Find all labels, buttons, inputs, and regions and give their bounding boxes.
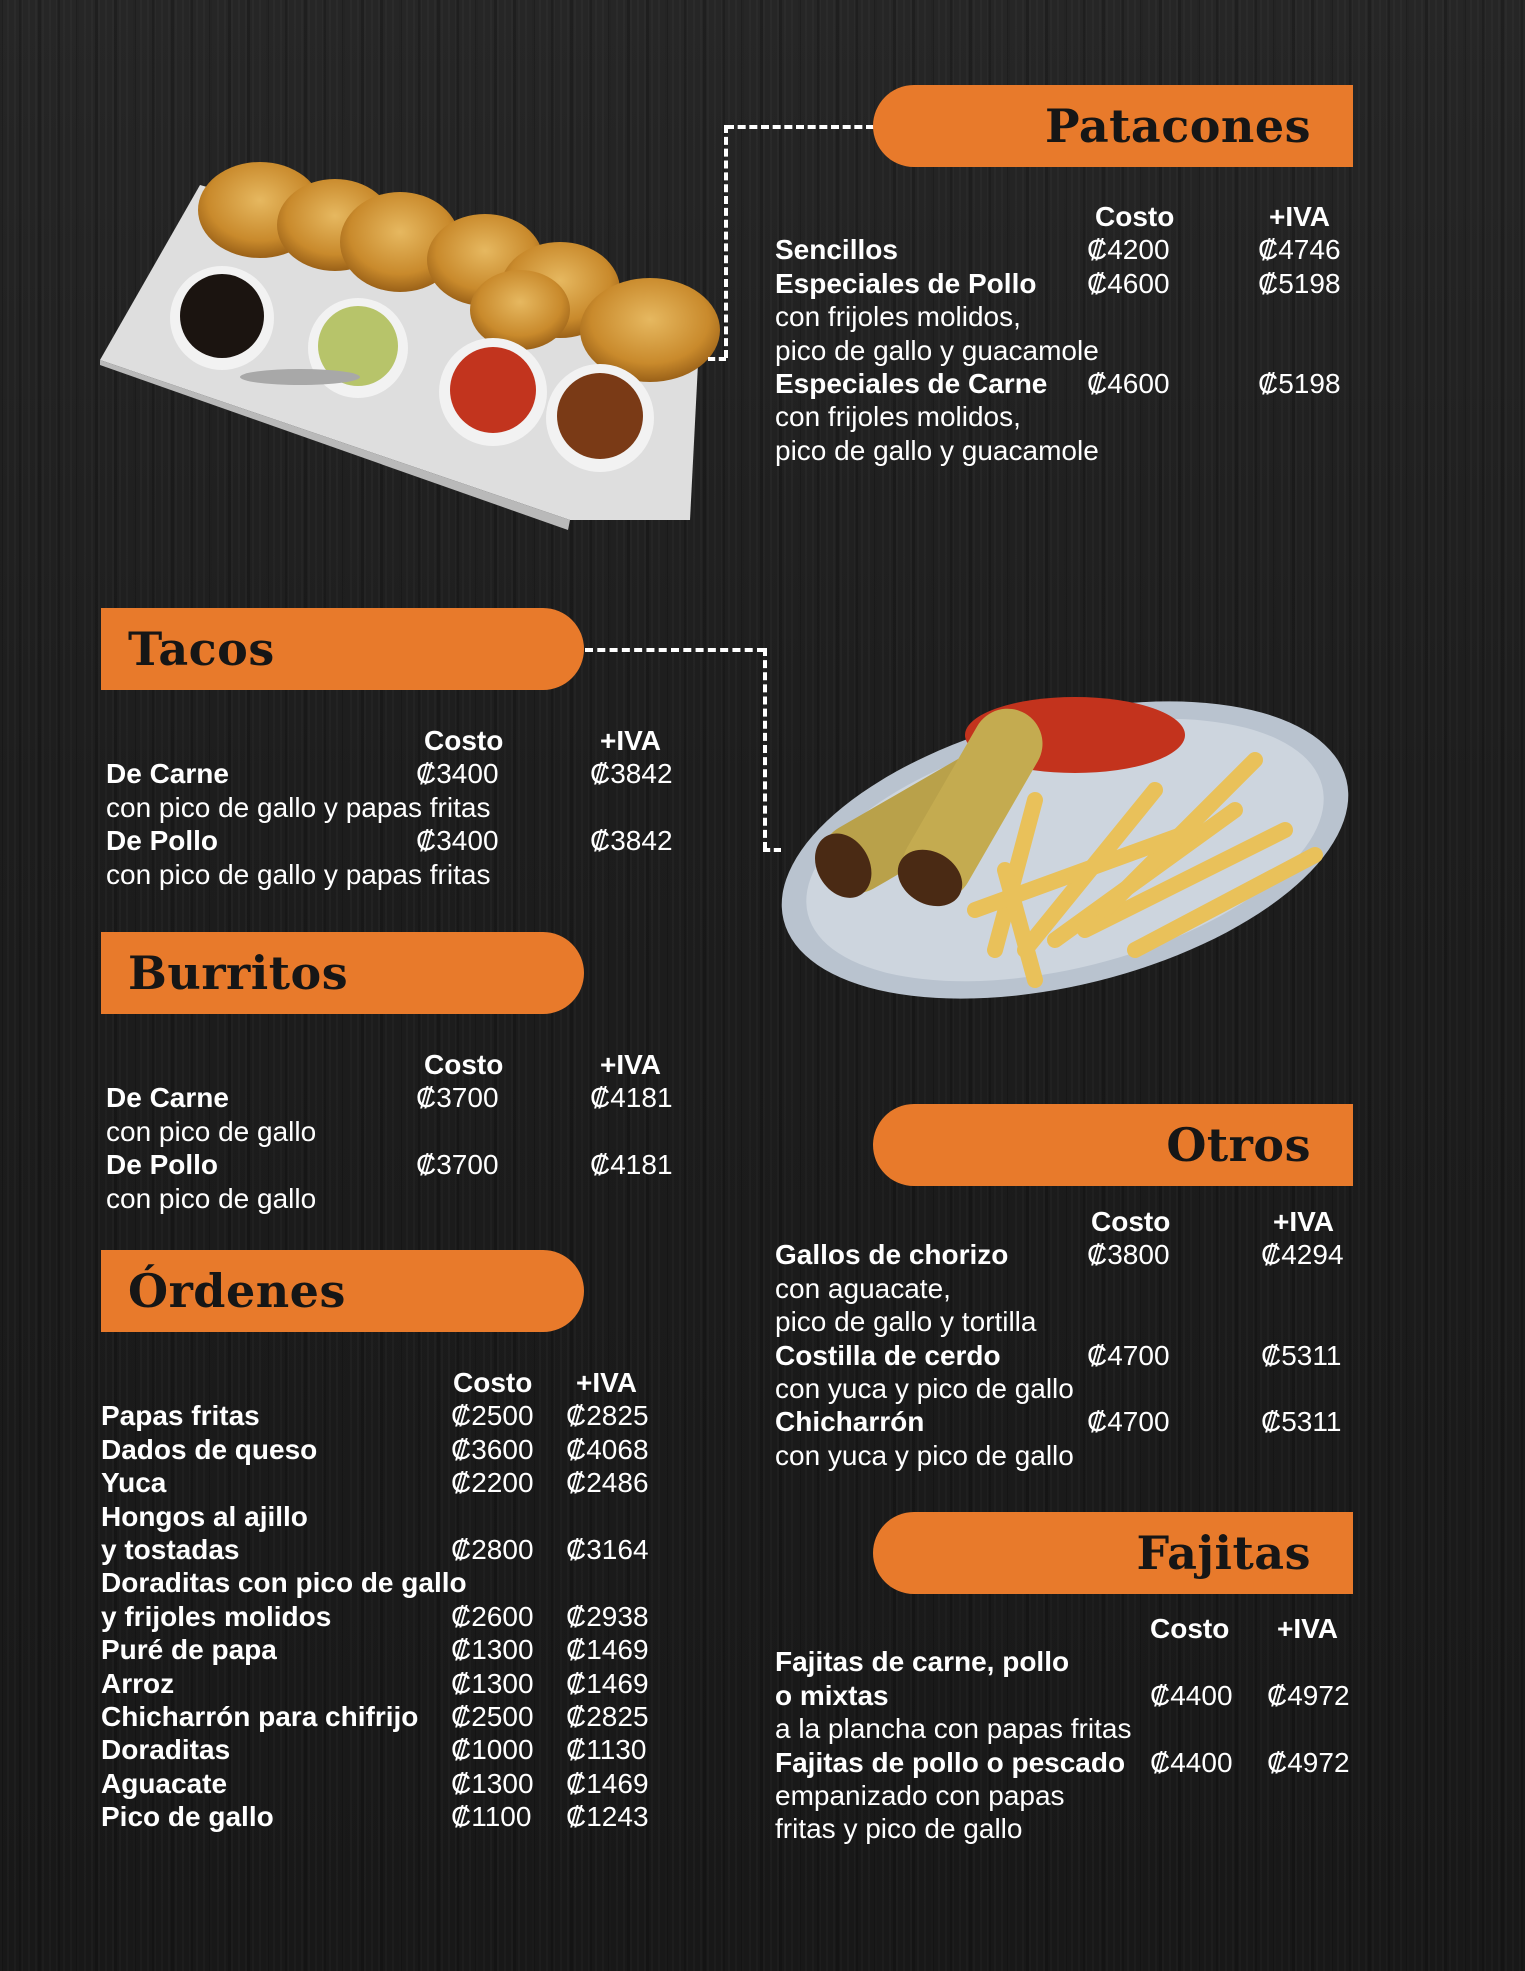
description-text: con pico de gallo y papas fritas [106, 791, 491, 823]
tacos-with-fries-photo [775, 680, 1355, 1005]
item-cost: ₡1100 [451, 1801, 532, 1833]
description-text: con pico de gallo [106, 1182, 317, 1214]
item-price-with-iva: ₡5198 [1258, 367, 1341, 399]
item-name: Costilla de cerdo [775, 1339, 1001, 1371]
cost-header: Costo [1150, 1613, 1230, 1644]
item-cost: ₡4200 [1087, 234, 1170, 266]
item-price-with-iva: ₡2938 [566, 1600, 649, 1632]
iva-header: +IVA [1273, 1206, 1334, 1237]
item-cost: ₡4600 [1087, 267, 1170, 299]
description-text: con aguacate, [775, 1272, 951, 1304]
iva-header: +IVA [1269, 201, 1330, 232]
item-name: Doraditas con pico de gallo [101, 1567, 467, 1599]
description-text: a la plancha con papas fritas [775, 1713, 1132, 1745]
item-price-with-iva: ₡4181 [590, 1082, 673, 1114]
item-cost: ₡4400 [1150, 1746, 1233, 1778]
item-name: De Pollo [106, 1149, 219, 1181]
item-cost: ₡2200 [451, 1467, 534, 1499]
item-price-with-iva: ₡1469 [566, 1767, 649, 1799]
banner-patacones: Patacones [873, 85, 1353, 167]
item-cost: ₡1300 [451, 1667, 534, 1699]
item-name: Pico de gallo [101, 1801, 274, 1833]
item-cost: ₡2500 [451, 1400, 534, 1432]
patacones-platter-photo [100, 150, 730, 530]
cost-header: Costo [453, 1367, 533, 1398]
item-price-with-iva: ₡3842 [590, 825, 673, 857]
item-cost: ₡4700 [1087, 1406, 1170, 1438]
banner-fajitas: Fajitas [873, 1512, 1353, 1594]
cost-header: Costo [424, 1049, 504, 1080]
item-cost: ₡4400 [1150, 1679, 1233, 1711]
iva-header: +IVA [576, 1367, 637, 1398]
item-price-with-iva: ₡5311 [1261, 1339, 1342, 1371]
item-name: De Pollo [106, 825, 219, 857]
description-text: pico de gallo y guacamole [775, 334, 1099, 366]
banner-burritos: Burritos [101, 932, 584, 1014]
item-name: Papas fritas [101, 1400, 260, 1432]
item-price-with-iva: ₡4294 [1261, 1239, 1344, 1271]
item-name: Puré de papa [101, 1634, 277, 1666]
connector-patacones-v [724, 125, 728, 358]
item-price-with-iva: ₡1243 [566, 1801, 649, 1833]
item-cost: ₡3800 [1087, 1239, 1170, 1271]
item-name: Fajitas de pollo o pescado [775, 1746, 1126, 1778]
item-price-with-iva: ₡1469 [566, 1634, 649, 1666]
item-name: Hongos al ajillo [101, 1500, 308, 1532]
item-price-with-iva: ₡4181 [590, 1149, 673, 1181]
item-cost: ₡1300 [451, 1634, 534, 1666]
item-cost: ₡3700 [416, 1149, 499, 1181]
item-name: Gallos de chorizo [775, 1239, 1009, 1271]
item-name: Yuca [101, 1467, 167, 1499]
description-text: pico de gallo y guacamole [775, 434, 1099, 466]
item-cost: ₡3600 [451, 1433, 534, 1465]
item-cost: ₡3700 [416, 1082, 499, 1114]
iva-header: +IVA [600, 725, 661, 756]
item-cost: ₡4600 [1087, 367, 1170, 399]
item-price-with-iva: ₡3164 [566, 1533, 649, 1565]
connector-tacos-h [585, 648, 765, 652]
cost-header: Costo [1091, 1206, 1171, 1237]
connector-patacones-h [726, 125, 874, 129]
item-price-with-iva: ₡4972 [1267, 1679, 1350, 1711]
item-cost: ₡3400 [416, 825, 499, 857]
item-price-with-iva: ₡4746 [1258, 234, 1341, 266]
description-text: con yuca y pico de gallo [775, 1372, 1074, 1404]
item-name: Arroz [101, 1667, 175, 1699]
iva-header: +IVA [600, 1049, 661, 1080]
item-price-with-iva: ₡3842 [590, 758, 673, 790]
item-name: Doraditas [101, 1734, 231, 1766]
connector-tacos-v [763, 648, 767, 850]
banner-tacos: Tacos [101, 608, 584, 690]
description-text: con frijoles molidos, [775, 401, 1021, 433]
item-name: Sencillos [775, 234, 898, 266]
item-cost: ₡2800 [451, 1533, 534, 1565]
description-text: fritas y pico de gallo [775, 1813, 1023, 1845]
item-name: y frijoles molidos [101, 1600, 332, 1632]
description-text: con pico de gallo [106, 1115, 317, 1147]
banner-ordenes: Órdenes [101, 1250, 584, 1332]
item-name: Aguacate [101, 1767, 228, 1799]
item-price-with-iva: ₡2825 [566, 1400, 649, 1432]
description-text: con frijoles molidos, [775, 301, 1021, 333]
item-price-with-iva: ₡5311 [1261, 1406, 1342, 1438]
item-name: Chicharrón [775, 1406, 925, 1438]
description-text: con pico de gallo y papas fritas [106, 858, 491, 890]
item-cost: ₡4700 [1087, 1339, 1170, 1371]
item-name: De Carne [106, 1082, 229, 1114]
connector-tacos-tick [763, 848, 781, 852]
item-name: Dados de queso [101, 1433, 318, 1465]
item-cost: ₡1000 [451, 1734, 534, 1766]
item-cost: ₡2600 [451, 1600, 534, 1632]
iva-header: +IVA [1277, 1613, 1338, 1644]
item-price-with-iva: ₡1469 [566, 1667, 649, 1699]
item-cost: ₡1300 [451, 1767, 534, 1799]
description-text: pico de gallo y tortilla [775, 1306, 1037, 1338]
item-price-with-iva: ₡2825 [566, 1700, 649, 1732]
item-price-with-iva: ₡5198 [1258, 267, 1341, 299]
item-name: Especiales de Pollo [775, 267, 1037, 299]
cost-header: Costo [424, 725, 504, 756]
item-price-with-iva: ₡4068 [566, 1433, 649, 1465]
item-name: Especiales de Carne [775, 367, 1048, 399]
description-text: con yuca y pico de gallo [775, 1439, 1074, 1471]
item-cost: ₡3400 [416, 758, 499, 790]
item-price-with-iva: ₡2486 [566, 1467, 649, 1499]
item-price-with-iva: ₡1130 [566, 1734, 647, 1766]
description-text: empanizado con papas [775, 1779, 1065, 1811]
item-cost: ₡2500 [451, 1700, 534, 1732]
item-name: o mixtas [775, 1679, 889, 1711]
item-price-with-iva: ₡4972 [1267, 1746, 1350, 1778]
connector-patacones-tick [708, 357, 726, 361]
item-name: De Carne [106, 758, 229, 790]
item-name: Chicharrón para chifrijo [101, 1700, 419, 1732]
item-name: Fajitas de carne, pollo [775, 1646, 1070, 1678]
banner-otros: Otros [873, 1104, 1353, 1186]
cost-header: Costo [1095, 201, 1175, 232]
item-name: y tostadas [101, 1533, 240, 1565]
